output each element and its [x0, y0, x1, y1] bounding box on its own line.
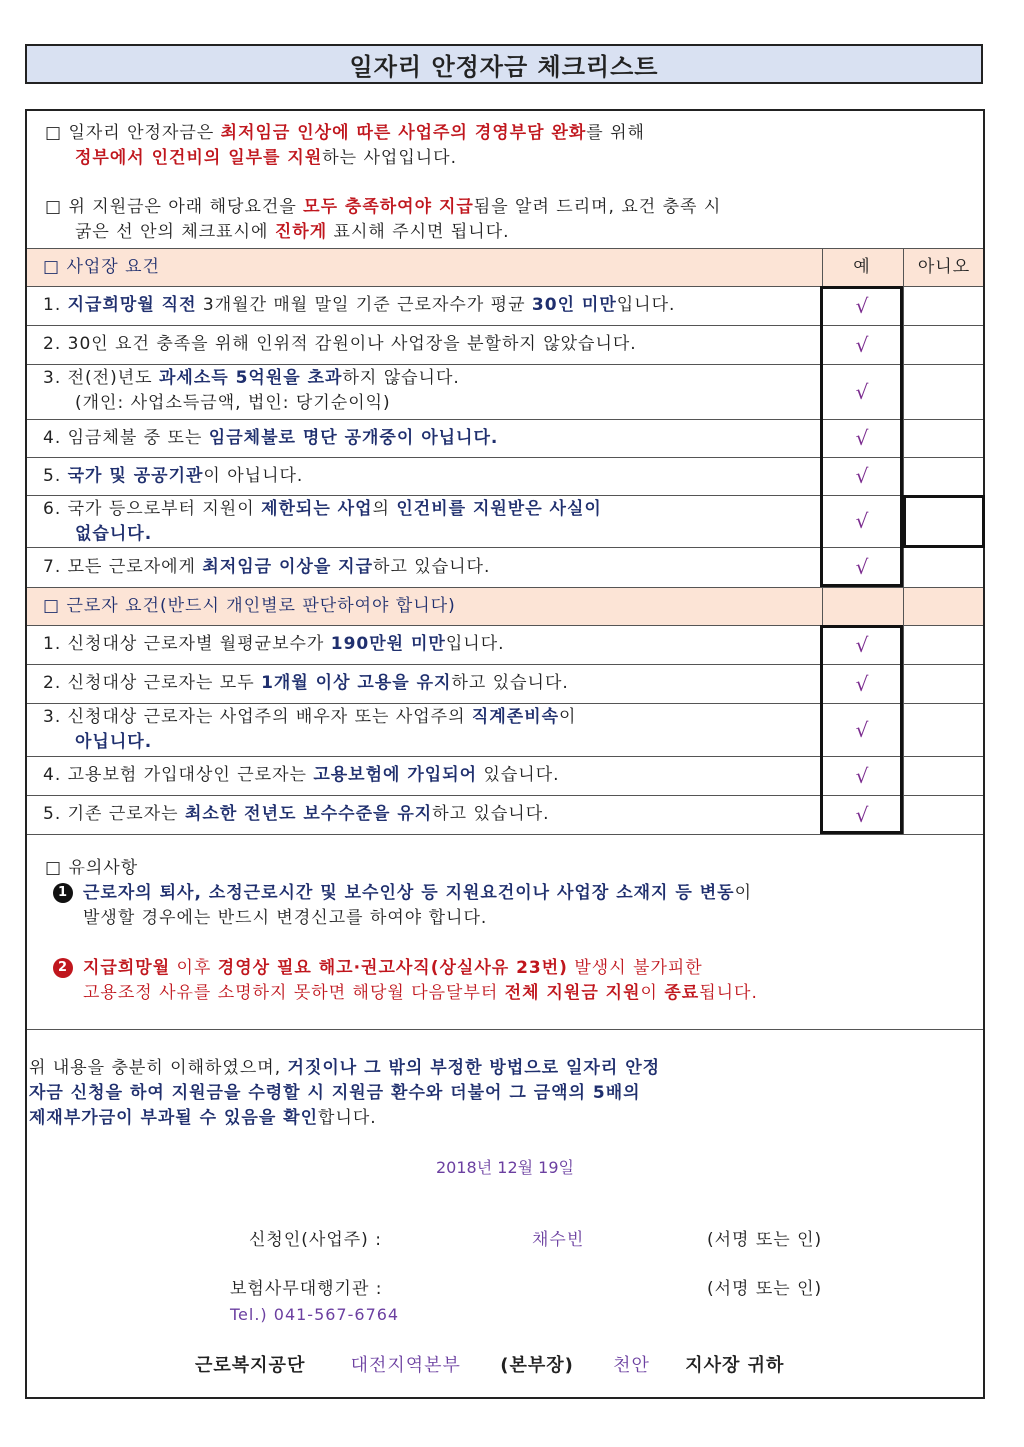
check-mark-yes[interactable]: √ — [855, 802, 869, 827]
check-cell-no[interactable] — [905, 797, 981, 832]
intro-highlight: 최저임금 인상에 따른 사업주의 경영부담 완화 — [220, 123, 587, 143]
check-mark-yes[interactable]: √ — [855, 509, 869, 533]
requirement-highlight: 1개월 이상 고용을 유지 — [261, 673, 452, 693]
requirement-number: 6. — [43, 499, 68, 519]
intro-text: 를 위해 — [586, 123, 645, 143]
note-2 — [53, 956, 758, 1006]
requirement-text: 하고 있습니다. — [432, 804, 550, 824]
note-highlight: 전체 지원금 지원 — [504, 983, 641, 1003]
check-cell-no[interactable] — [905, 549, 981, 585]
number-1-icon: 1 — [53, 883, 73, 903]
requirement-number: 3. — [43, 707, 68, 727]
requirement-row — [43, 366, 460, 416]
agency-tel: Tel.) 041-567-6764 — [230, 1305, 400, 1324]
section1-header: □ 사업장 요건 — [43, 257, 160, 277]
section-divider — [27, 1029, 983, 1030]
requirement-row — [43, 763, 560, 788]
requirement-number: 5. — [43, 804, 68, 824]
requirement-text: 의 — [372, 499, 397, 519]
check-mark-yes[interactable]: √ — [855, 332, 869, 357]
note-text: 이 — [640, 983, 665, 1003]
confirm-text: 합니다. — [318, 1108, 377, 1128]
agency-label: 보험사무대행기관 : — [230, 1279, 383, 1299]
intro-highlight: 진하게 — [274, 222, 328, 242]
check-mark-yes[interactable]: √ — [855, 763, 869, 788]
requirement-text: 하고 있습니다. — [451, 673, 569, 693]
requirement-text: 모든 근로자에게 — [67, 556, 203, 577]
intro-text: □ 일자리 안정자금은 — [45, 123, 221, 143]
check-mark-yes[interactable]: √ — [855, 464, 869, 488]
check-cell-no[interactable] — [905, 666, 981, 701]
intro-text: 됨을 알려 드리며, 요건 충족 시 — [473, 197, 722, 217]
check-cell-no[interactable] — [905, 497, 981, 545]
confirm-highlight: 제재부가금이 부과될 수 있음을 확인 — [29, 1108, 319, 1128]
requirement-highlight: 최소한 전년도 보수수준을 유지 — [184, 804, 433, 824]
intro-text: 굵은 선 안의 체크표시에 — [75, 222, 275, 242]
confirm-highlight: 거짓이나 그 밖의 부정한 방법으로 일자리 안정 — [287, 1058, 661, 1078]
requirement-highlight: 고용보험에 가입되어 — [313, 765, 478, 785]
requirement-text: 아닙니다. — [75, 732, 153, 752]
requirement-text: 이 — [559, 707, 577, 727]
number-2-icon: 2 — [53, 958, 73, 978]
requirement-text: 입니다. — [616, 295, 676, 315]
requirement-number: 3. — [43, 368, 68, 388]
requirement-highlight: 국가 및 공공기관 — [67, 465, 204, 486]
applicant-name: 채수빈 — [532, 1230, 585, 1250]
requirement-text: 하지 않습니다. — [342, 368, 460, 388]
requirement-row — [43, 497, 602, 547]
note-text: 발생시 불가피한 — [567, 958, 703, 978]
application-date: 2018년 12월 19일 — [436, 1158, 574, 1177]
recipient-region: 대전지역본부 — [350, 1355, 461, 1376]
requirement-number: 5. — [43, 465, 68, 486]
requirement-row — [43, 632, 505, 657]
requirement-number: 2. — [43, 673, 68, 693]
requirement-text: 신청대상 근로자별 월평균보수가 — [67, 634, 331, 654]
requirement-number: 4. — [43, 765, 68, 785]
applicant-label: 신청인(사업주) : — [249, 1230, 382, 1250]
recipient-closing: 지사장 귀하 — [685, 1355, 785, 1376]
check-cell-no[interactable] — [905, 459, 981, 493]
column-no: 아니오 — [917, 257, 971, 277]
requirement-highlight: 직계존비속 — [471, 707, 560, 727]
check-cell-no[interactable] — [905, 366, 981, 417]
intro-text: 표시해 주시면 됩니다. — [327, 222, 510, 242]
note-text: 됩니다. — [699, 983, 758, 1003]
confirm-highlight: 자금 신청을 하여 지원금을 수령할 시 지원금 환수와 더불어 그 금액의 5배의 — [29, 1083, 641, 1103]
note-highlight: 종료 — [664, 983, 700, 1003]
agency-signature: (서명 또는 인) — [707, 1279, 823, 1299]
note-highlight: 경영상 필요 해고·권고사직(상실사유 23번) — [217, 958, 568, 978]
requirement-number: 4. — [43, 427, 68, 448]
requirement-text: 임금체불 중 또는 — [67, 427, 209, 448]
note-1 — [53, 881, 752, 931]
requirement-text: 기존 근로자는 — [67, 804, 185, 824]
requirement-highlight: 190만원 미만 — [330, 634, 446, 654]
requirement-row — [43, 705, 576, 755]
recipient-title: (본부장) — [500, 1355, 574, 1376]
requirement-text: 하고 있습니다. — [373, 556, 491, 577]
requirement-row — [43, 555, 490, 580]
notes-header: □ 유의사항 — [45, 858, 139, 878]
check-mark-yes[interactable]: √ — [855, 426, 869, 450]
requirement-row — [43, 332, 637, 357]
recipient-line — [195, 1351, 784, 1377]
check-mark-yes[interactable]: √ — [855, 632, 869, 657]
requirement-highlight: 최저임금 이상을 지급 — [202, 556, 374, 577]
section2-header: □ 근로자 요건(반드시 개인별로 판단하여야 합니다) — [43, 596, 456, 616]
requirement-number: 2. — [43, 334, 68, 354]
page-title: 일자리 안정자금 체크리스트 — [25, 44, 983, 84]
check-mark-yes[interactable]: √ — [855, 717, 869, 742]
requirement-number: 1. — [43, 295, 68, 315]
intro-text: □ 위 지원금은 아래 해당요건을 — [45, 197, 304, 217]
check-mark-yes[interactable]: √ — [855, 293, 869, 318]
check-cell-no[interactable] — [905, 705, 981, 754]
checklist-frame — [25, 109, 985, 1399]
note-text: 이 — [734, 883, 753, 903]
requirement-text: (개인: 사업소득금액, 법인: 당기순이익) — [75, 393, 391, 413]
check-cell-no[interactable] — [905, 288, 981, 323]
note-text: 이후 — [170, 958, 218, 978]
column-yes: 예 — [853, 257, 871, 277]
requirement-row — [43, 293, 675, 318]
requirement-row — [43, 464, 303, 489]
confirmation-text — [29, 1056, 660, 1131]
requirement-text: 신청대상 근로자는 사업주의 배우자 또는 사업주의 — [67, 707, 472, 727]
requirement-highlight: 임금체불로 명단 공개중이 아닙니다. — [208, 427, 499, 448]
intro-highlight: 정부에서 인건비의 일부를 지원 — [75, 148, 323, 168]
requirement-row — [43, 426, 498, 451]
table-row-divider — [27, 587, 983, 588]
requirement-text: 신청대상 근로자는 모두 — [67, 673, 262, 693]
intro-paragraph-2 — [45, 195, 721, 245]
requirement-text: 전(전)년도 — [67, 368, 159, 388]
requirement-number: 7. — [43, 556, 68, 577]
requirement-highlight: 제한되는 사업 — [261, 499, 373, 519]
note-highlight: 지급희망월 — [83, 958, 171, 978]
intro-paragraph-1 — [45, 121, 645, 171]
check-cell-no[interactable] — [905, 327, 981, 362]
requirement-highlight: 지급희망월 직전 — [67, 295, 197, 315]
recipient-branch: 천안 — [613, 1355, 650, 1376]
requirement-highlight: 30인 미만 — [531, 295, 617, 315]
recipient-org: 근로복지공단 — [195, 1355, 306, 1376]
requirement-text: 이 아닙니다. — [203, 465, 304, 486]
requirement-text: 입니다. — [445, 634, 505, 654]
intro-highlight: 모두 충족하여야 지급 — [303, 197, 474, 217]
requirement-row — [43, 671, 569, 696]
requirement-number: 1. — [43, 634, 68, 654]
requirement-row — [43, 802, 550, 827]
check-mark-yes[interactable]: √ — [855, 671, 869, 696]
check-mark-yes[interactable]: √ — [855, 555, 869, 579]
requirement-highlight: 과세소득 5억원을 초과 — [158, 368, 343, 388]
check-mark-yes[interactable]: √ — [855, 379, 869, 404]
requirement-text: 3개월간 매월 말일 기준 근로자수가 평균 — [196, 295, 532, 315]
table-row-divider — [27, 834, 983, 835]
check-cell-no[interactable] — [905, 421, 981, 455]
requirement-text: 있습니다. — [477, 765, 560, 785]
confirm-text: 위 내용을 충분히 이해하였으며, — [29, 1058, 288, 1078]
requirement-highlight: 인건비를 지원받은 사실이 — [396, 499, 602, 519]
note-text: 고용조정 사유를 소명하지 못하면 해당월 다음달부터 — [83, 983, 505, 1003]
requirement-text: 30인 요건 충족을 위해 인위적 감원이나 사업장을 분할하지 않았습니다. — [67, 334, 637, 354]
check-cell-no[interactable] — [905, 758, 981, 793]
requirement-text: 없습니다. — [75, 524, 153, 544]
applicant-signature: (서명 또는 인) — [707, 1230, 823, 1250]
intro-text: 하는 사업입니다. — [322, 148, 458, 168]
note-text: 발생할 경우에는 반드시 변경신고를 하여야 합니다. — [83, 908, 488, 928]
requirement-text: 국가 등으로부터 지원이 — [67, 499, 262, 519]
note-highlight: 근로자의 퇴사, 소정근로시간 및 보수인상 등 지원요건이나 사업장 소재지 등 변동 — [83, 883, 735, 903]
requirement-text: 고용보험 가입대상인 근로자는 — [67, 765, 314, 785]
check-cell-no[interactable] — [905, 627, 981, 662]
table-row-divider — [27, 248, 983, 249]
